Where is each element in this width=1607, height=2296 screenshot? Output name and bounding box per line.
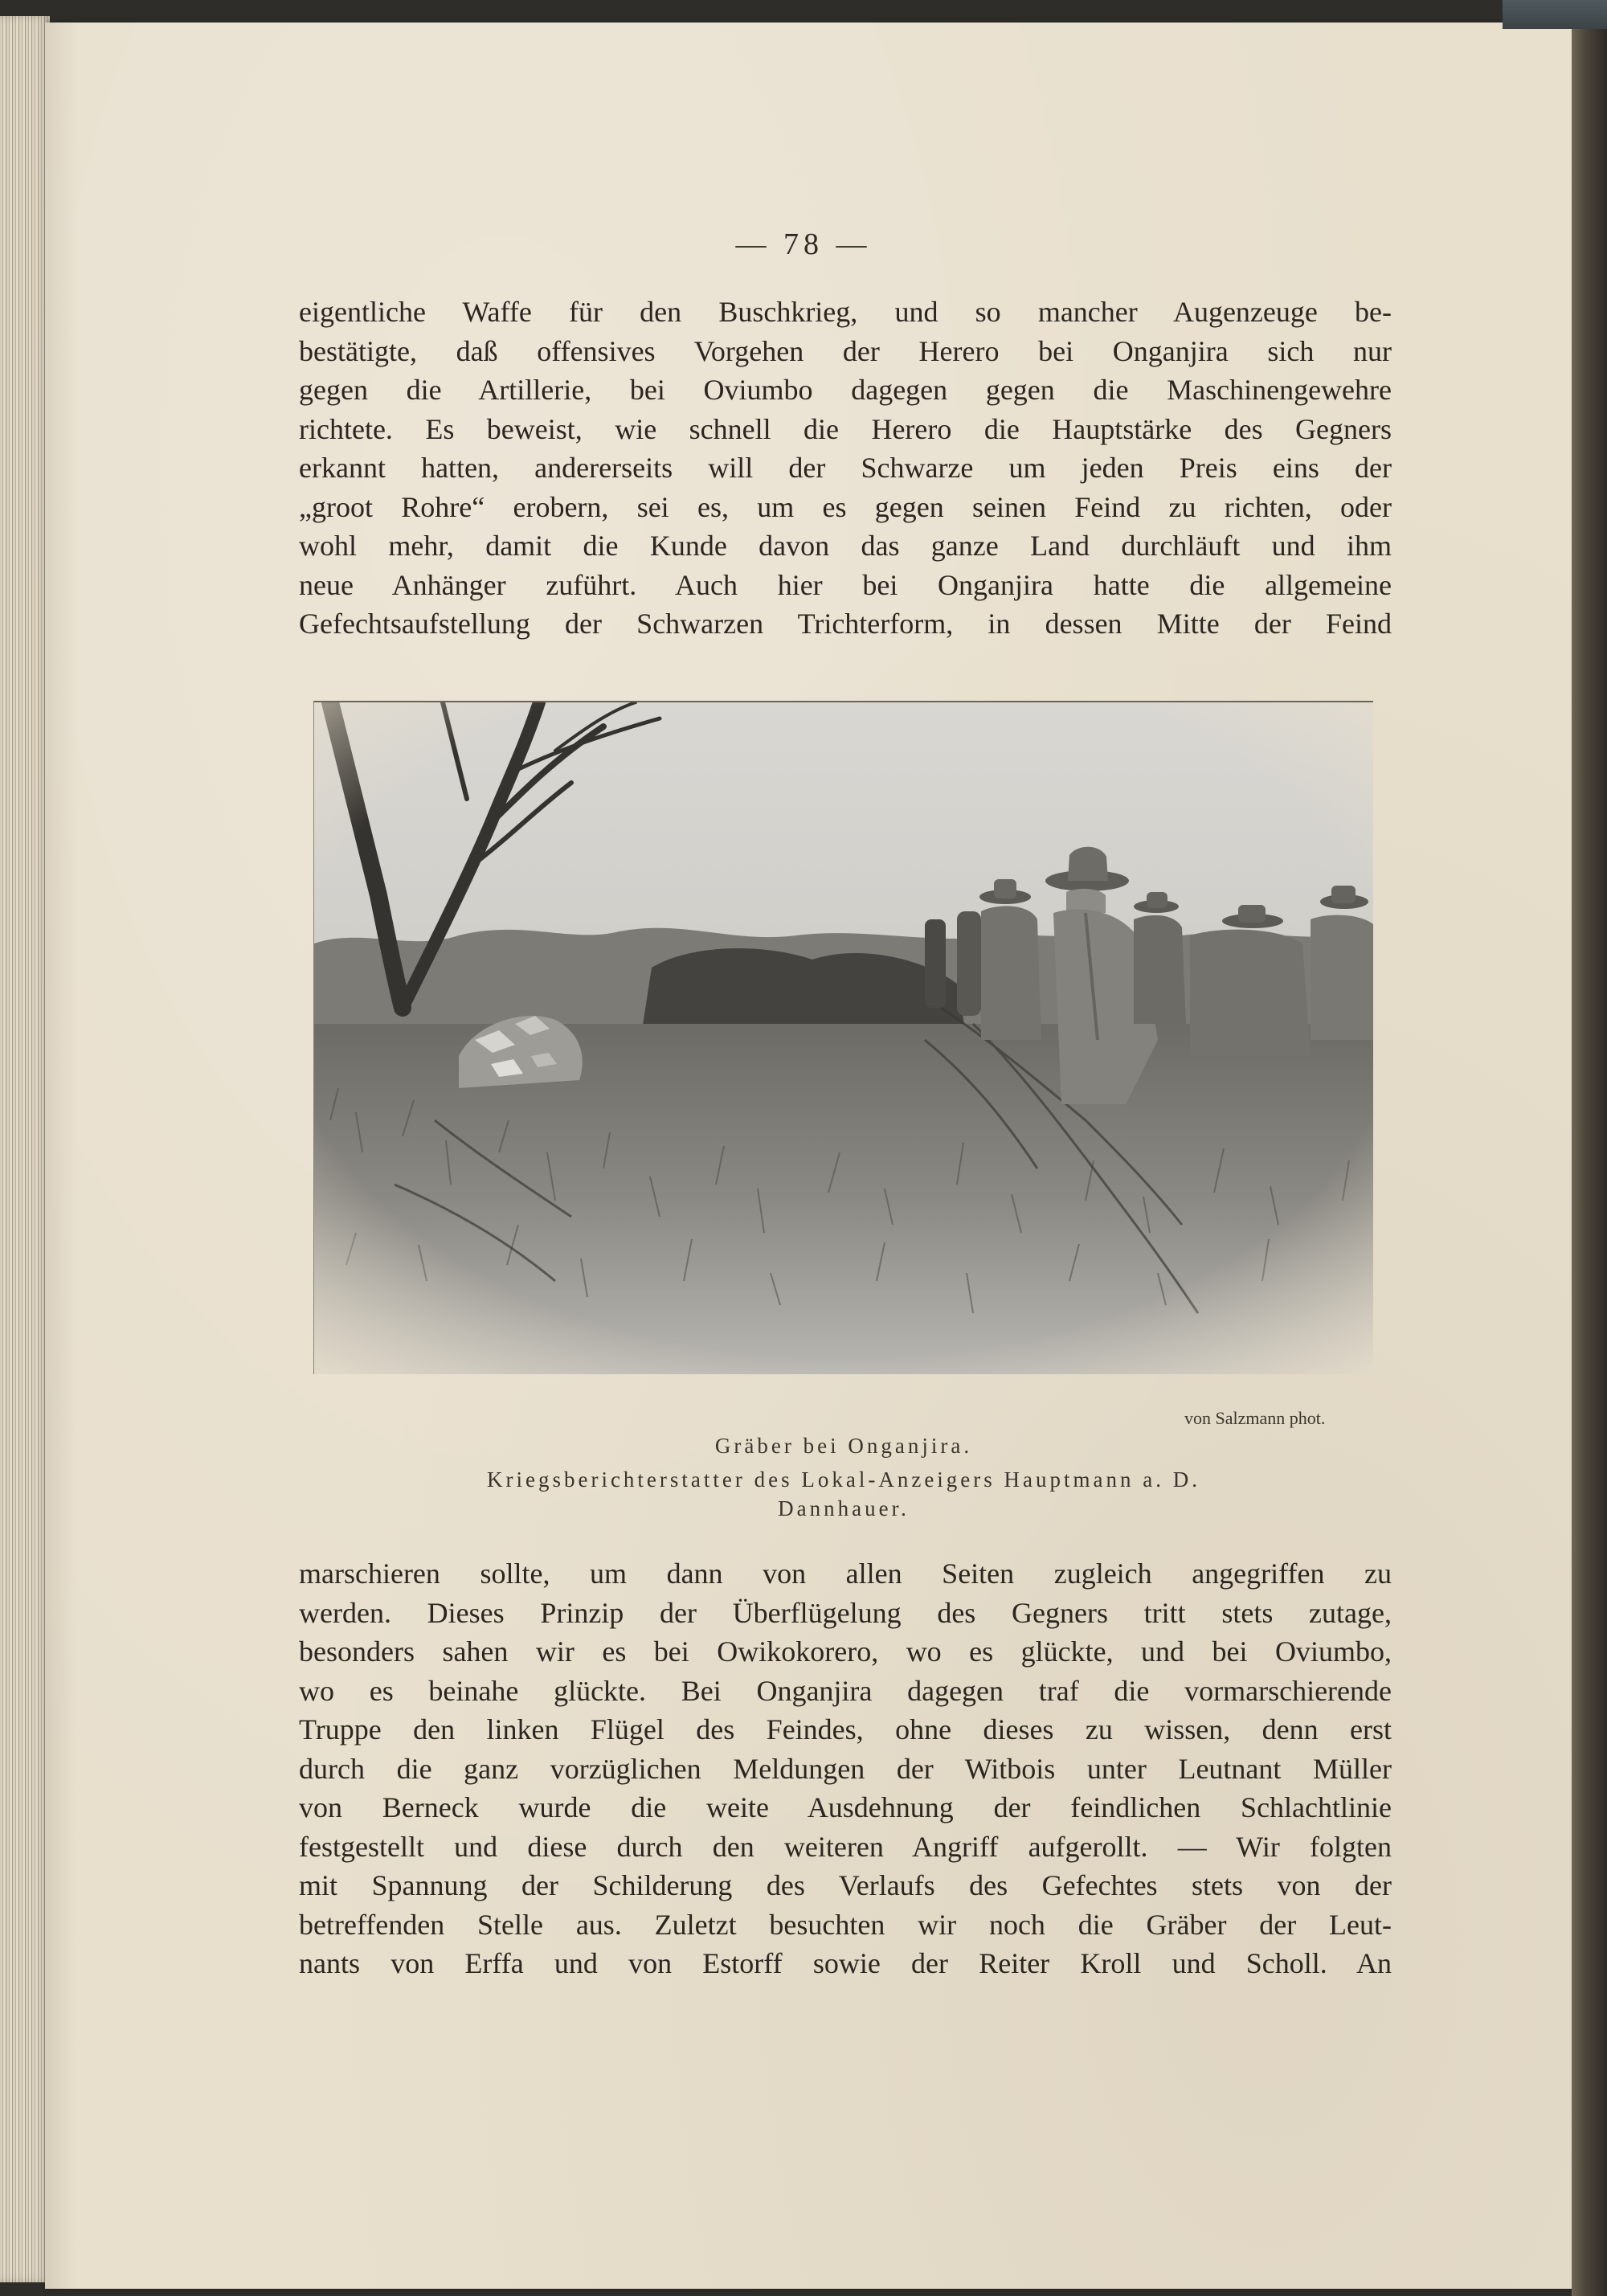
text-line: eigentliche Waffe für den Buschkrieg, und so mancher Augenzeuge be- bbox=[299, 296, 1392, 328]
text-line: nants von Erffa und von Estorff sowie der Reiter Kroll und Scholl. An bbox=[299, 1947, 1392, 1979]
text-line: von Berneck wurde die weite Ausdehnung der feindlichen Schlachtlinie bbox=[299, 1791, 1392, 1823]
paragraph-top bbox=[299, 293, 1392, 644]
text-line: erkannt hatten, andererseits will der Schwarze um jeden Preis eins der bbox=[299, 452, 1392, 484]
text-line: Gefechtsaufstellung der Schwarzen Trichterform, in dessen Mitte der Feind bbox=[299, 608, 1392, 640]
text-line: mit Spannung der Schilderung des Verlaufs des Gefechtes stets von der bbox=[299, 1869, 1392, 1901]
paragraph-bottom bbox=[299, 1554, 1392, 1983]
photograph-graves bbox=[313, 701, 1373, 1374]
photo-caption-line: Dannhauer. bbox=[778, 1496, 910, 1520]
text-line: gegen die Artillerie, bei Oviumbo dagegen gegen die Maschinengewehre bbox=[299, 374, 1392, 406]
photo-caption-title: Gräber bei Onganjira. bbox=[714, 1434, 973, 1458]
text-line: marschieren sollte, um dann von allen Seiten zugleich angegriffen zu bbox=[299, 1557, 1392, 1590]
text-line: festgestellt und diese durch den weiteren Angriff aufgerollt. — Wir folgten bbox=[299, 1830, 1392, 1863]
text-line: Truppe den linken Flügel des Feindes, ohne dieses zu wissen, denn erst bbox=[299, 1713, 1392, 1746]
text-line: wohl mehr, damit die Kunde davon das ganze Land durchläuft und ihm bbox=[299, 530, 1392, 562]
page-number: — 78 — bbox=[735, 227, 872, 261]
photo-caption-line: Kriegsberichterstatter des Lokal-Anzeigers Hauptmann a. D. bbox=[486, 1467, 1200, 1492]
photo-credit: von Salzmann phot. bbox=[1184, 1408, 1326, 1428]
text-line: „groot Rohre“ erobern, sei es, um es gegen seinen Feind zu richten, oder bbox=[299, 490, 1392, 523]
text-line: werden. Dieses Prinzip der Überflügelung des Gegners tritt stets zutage, bbox=[299, 1596, 1392, 1629]
photo-image bbox=[314, 702, 1373, 1374]
text-line: betreffenden Stelle aus. Zuletzt besuchten wir noch die Gräber der Leut- bbox=[299, 1908, 1392, 1941]
page-edges bbox=[0, 16, 50, 2282]
text-line: durch die ganz vorzüglichen Meldungen der Witbois unter Leutnant Müller bbox=[299, 1752, 1392, 1785]
text-line: neue Anhänger zuführt. Auch hier bei Onganjira hatte die allgemeine bbox=[299, 568, 1392, 601]
text-line: besonders sahen wir es bei Owikokorero, wo es glückte, und bei Oviumbo, bbox=[299, 1635, 1392, 1668]
text-line: bestätigte, daß offensives Vorgehen der Herero bei Onganjira sich nur bbox=[299, 334, 1392, 367]
book-spine bbox=[1572, 0, 1607, 2296]
spine-cap bbox=[1503, 0, 1607, 29]
text-line: wo es beinahe glückte. Bei Onganjira dagegen traf die vormarschierende bbox=[299, 1674, 1392, 1707]
text-line: richtete. Es beweist, wie schnell die Herero die Hauptstärke des Gegners bbox=[299, 412, 1392, 445]
